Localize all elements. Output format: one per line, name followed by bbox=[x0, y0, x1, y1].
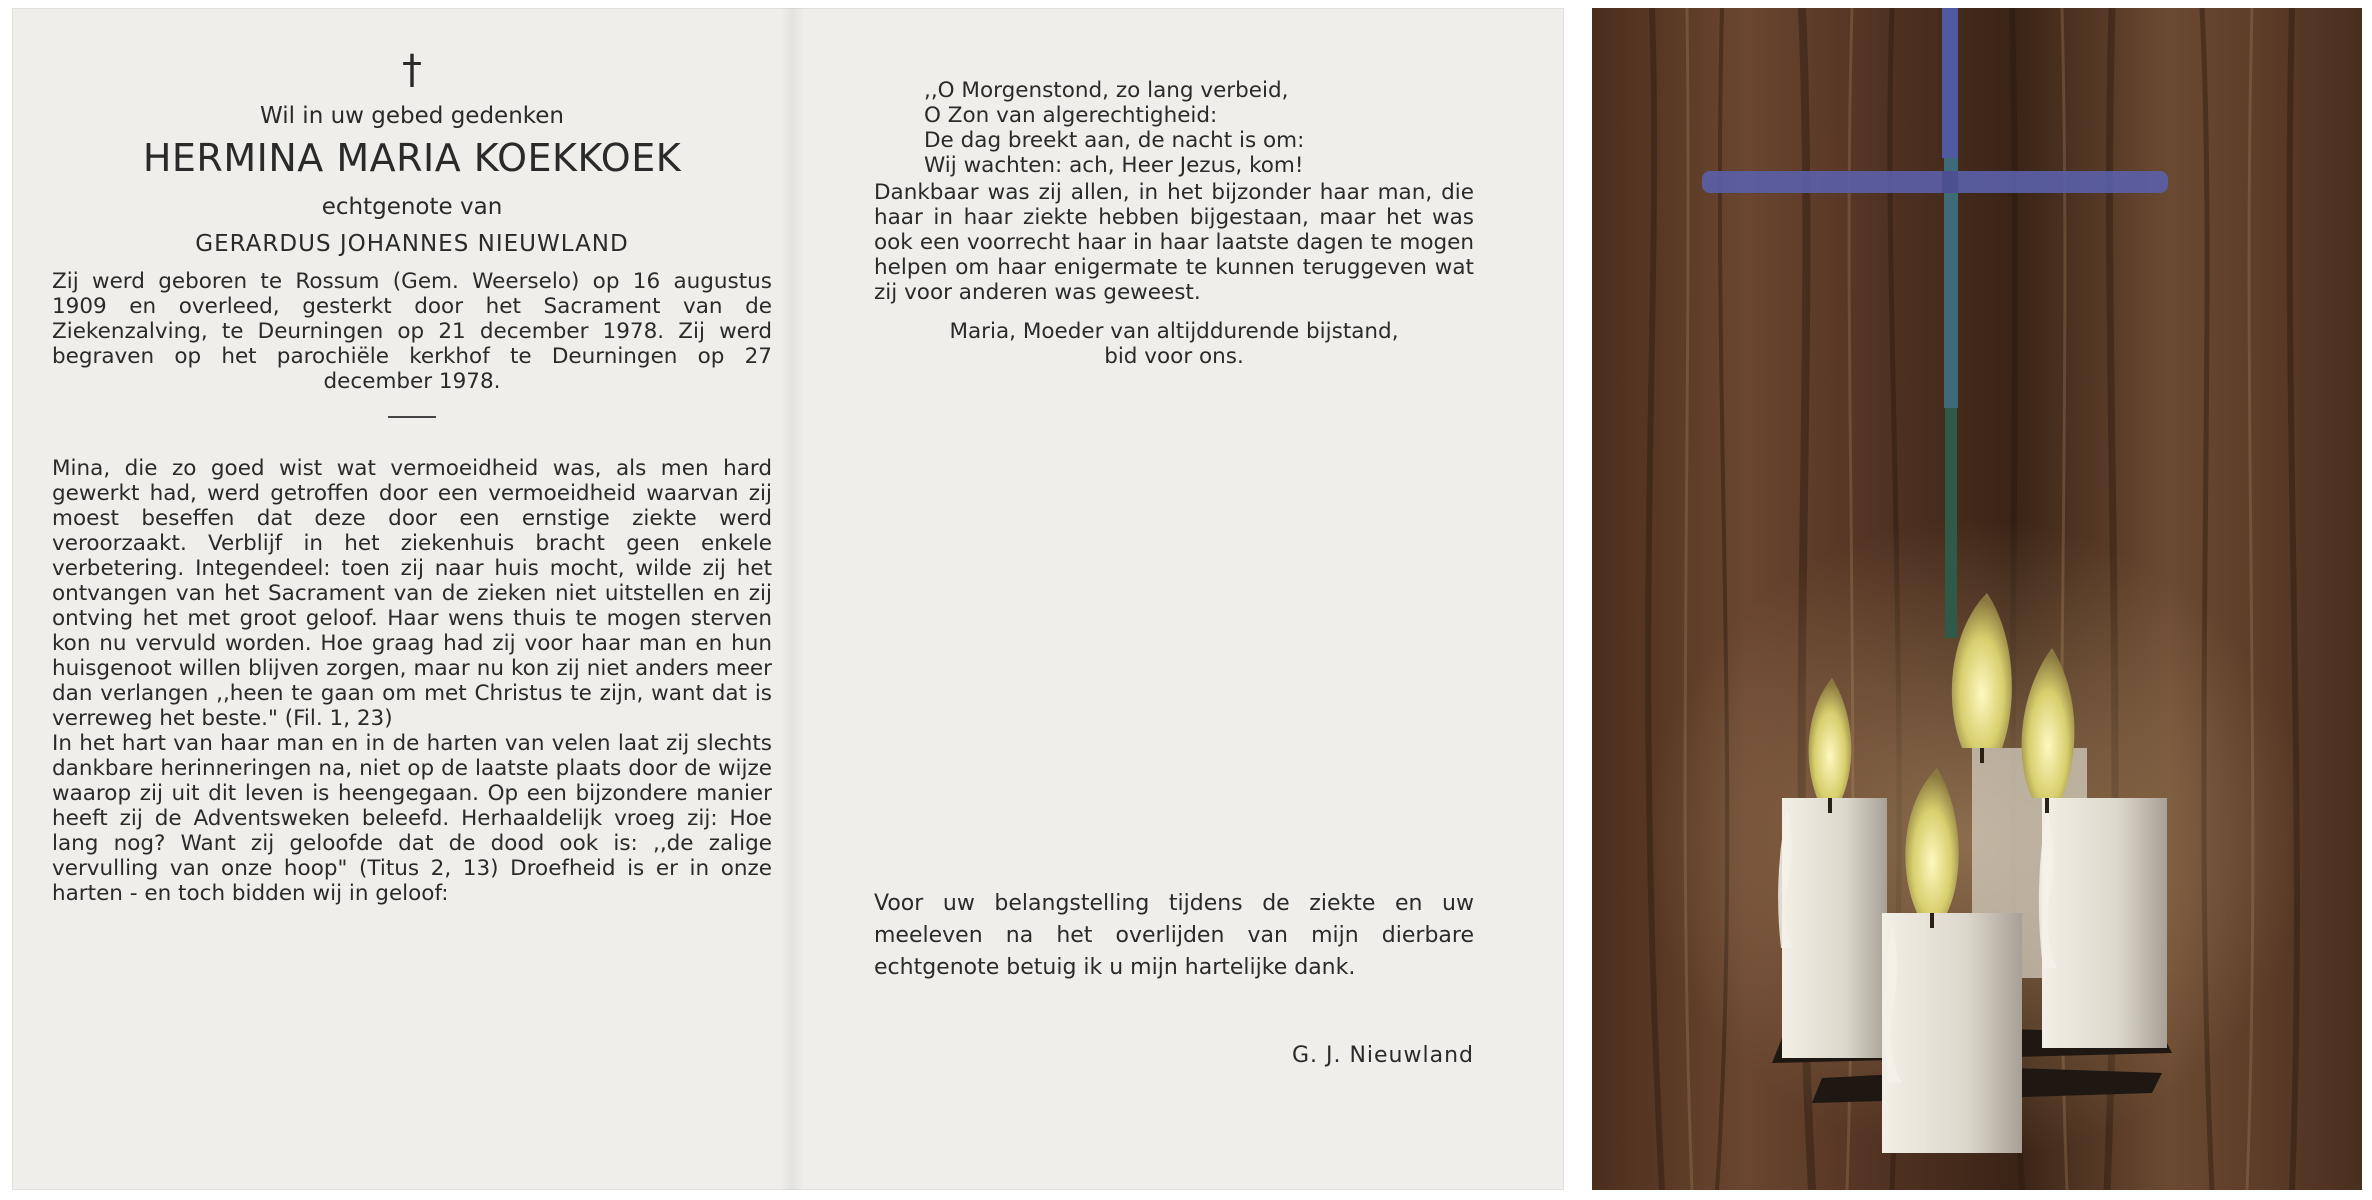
paragraph-illness: Mina, die zo goed wist wat vermoeidheid was, als men hard gewerkt had, werd getroffen door een vermoeidheid waarvan zij moest beseffen dat deze door een ernstige ziekte werd veroorzaakt. Verblijf in het ziekenhuis bracht geen enkele verbetering. Integendeel: toen zij naar huis mocht, wilde zij het ontvangen van het Sacrament van de zieken niet uitstellen en zij ontving het met groot geloof. Haar wens thuis te mogen sterven kon nu vervuld worden. Hoe graag had zij voor haar man en hun huisgenoot willen blijven zorgen, maar nu kon zij niet anders meer dan verlangen ,,heen te gaan om met Christus te zijn, want dat is verreweg het beste." (Fil. 1, 23) bbox=[52, 456, 772, 731]
cross-candles-painting bbox=[1592, 8, 2362, 1190]
deceased-name: HERMINA MARIA KOEKKOEK bbox=[142, 136, 682, 180]
painting-image bbox=[1592, 8, 2362, 1190]
divider bbox=[388, 416, 436, 418]
left-panel bbox=[52, 48, 772, 906]
intro-line: Wil in uw gebed gedenken bbox=[259, 103, 565, 129]
poem-line: ,,O Morgenstond, zo lang verbeid, bbox=[924, 78, 1289, 103]
prayer-line-2: bid voor ons. bbox=[1104, 344, 1244, 369]
gratitude-text: Dankbaar was zij allen, in het bijzonder haar man, die haar in haar ziekte hebben bijgestaan, maar het was ook een voorrecht haar in haar laatste dagen te mogen helpen om haar enigermate te kunnen teruggeven wat zij voor anderen was geweest. bbox=[874, 180, 1474, 305]
poem-line: De dag breekt aan, de nacht is om: bbox=[924, 128, 1305, 153]
card-fold bbox=[780, 8, 804, 1190]
prayer bbox=[874, 319, 1474, 369]
thanks-text: Voor uw belangstelling tijdens de ziekte en uw meeleven na het overlijden van mijn dierbare echtgenote betuig ik u mijn hartelijke dank. bbox=[874, 891, 1474, 980]
signature: G. J. Nieuwland bbox=[1291, 1043, 1474, 1068]
husband-name: GERARDUS JOHANNES NIEUWLAND bbox=[195, 231, 629, 257]
paragraph-memory: In het hart van haar man en in de harten van velen laat zij slechts dankbare herinneringen na, niet op de laatste plaats door de wijze waarop zij uit dit leven is heengegaan. Op een bijzondere manier heeft zij de Adventsweken beleefd. Herhaaldelijk vroeg zij: Hoe lang nog? Want zij geloofde dat de dood ook is: ,,de zalige vervulling van onze hoop" (Titus 2, 13) Droefheid is er in onze harten - en toch bidden wij in geloof: bbox=[52, 731, 772, 906]
poem-line: O Zon van algerechtigheid: bbox=[924, 103, 1218, 128]
birth-death-text: Zij werd geboren te Rossum (Gem. Weerselo) op 16 augustus 1909 en overleed, gesterkt door het Sacrament van de Ziekenzalving, te Deurningen op 21 december 1978. Zij werd begraven op het parochiële kerkhof te Deurningen op 27 december 1978. bbox=[52, 269, 772, 394]
poem-line: Wij wachten: ach, Heer Jezus, kom! bbox=[924, 153, 1304, 178]
prayer-line-1: Maria, Moeder van altijddurende bijstand, bbox=[949, 319, 1399, 344]
cross-symbol: † bbox=[402, 47, 422, 93]
poem bbox=[874, 78, 1474, 178]
middle-panel bbox=[874, 78, 1474, 369]
spouse-label: echtgenote van bbox=[321, 194, 503, 220]
memorial-card bbox=[12, 8, 1564, 1190]
